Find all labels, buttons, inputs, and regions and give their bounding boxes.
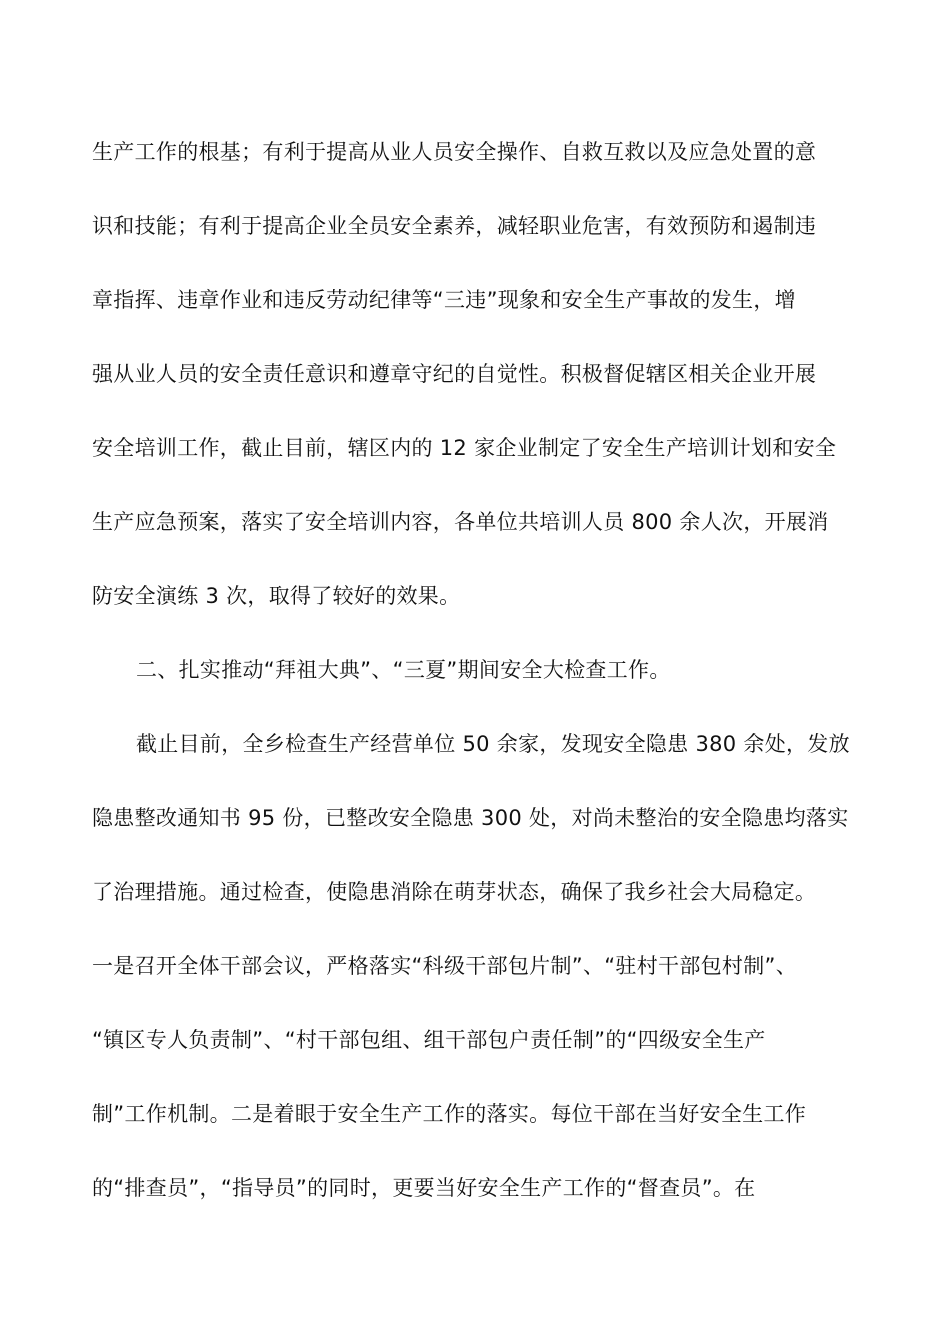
text-line: 安全培训工作，截止目前，辖区内的 12 家企业制定了安全生产培训计划和安全 [92,436,837,460]
text-line: 生产工作的根基；有利于提高从业人员安全操作、自救互救以及应急处置的意 [92,140,817,164]
text-line: 防安全演练 3 次，取得了较好的效果。 [92,584,461,608]
text-line: 制”工作机制。二是着眼于安全生产工作的落实。每位干部在当好安全生工作 [92,1102,807,1126]
text-line: 强从业人员的安全责任意识和遵章守纪的自觉性。积极督促辖区相关企业开展 [92,362,817,386]
text-line: “镇区专人负责制”、“村干部包组、组干部包户责任制”的“四级安全生产 [92,1028,766,1052]
text-line: 了治理措施。通过检查，使隐患消除在萌芽状态，确保了我乡社会大局稳定。 [92,880,817,904]
text-line: 隐患整改通知书 95 份，已整改安全隐患 300 处，对尚未整治的安全隐患均落实 [92,806,849,830]
text-line: 生产应急预案，落实了安全培训内容，各单位共培训人员 800 余人次，开展消 [92,510,829,534]
section-heading: 二、扎实推动“拜祖大典”、“三夏”期间安全大检查工作。 [136,658,671,682]
text-line: 章指挥、违章作业和违反劳动纪律等“三违”现象和安全生产事故的发生，增 [92,288,796,312]
text-line: 的“排查员”，“指导员”的同时，更要当好安全生产工作的“督查员”。在 [92,1176,756,1200]
text-line: 识和技能；有利于提高企业全员安全素养，减轻职业危害，有效预防和遏制违 [92,214,817,238]
text-line: 截止目前，全乡检查生产经营单位 50 余家，发现安全隐患 380 余处，发放 [136,732,850,756]
text-line: 一是召开全体干部会议，严格落实“科级干部包片制”、“驻村干部包村制”、 [92,954,798,978]
